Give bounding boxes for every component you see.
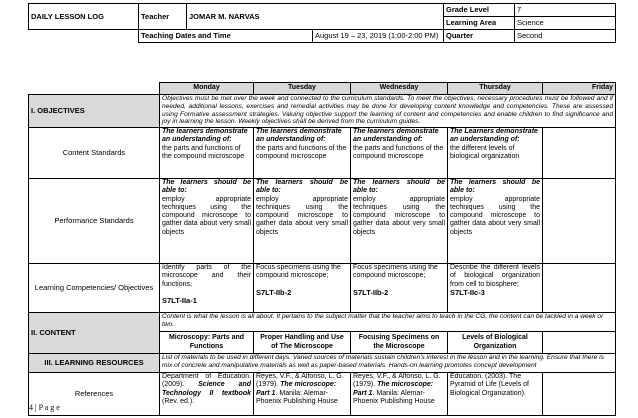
performance-standard-cell: [351, 179, 448, 264]
competency-body: Focus specimens using the compound microscope;: [256, 264, 341, 280]
header-table: [28, 3, 616, 43]
performance-standard-lead: The learners should be able to:: [162, 179, 251, 195]
objectives-text: Objectives must be met over the week and connected to the curriculum standards. To meet the objectives, necessary procedures must be followed and if needed, additional lessons, exercises and remedial activities may be done for developing content knowledge and competencies. These are assessed using Formative assessment strategies. Valuing objective support the learning of content and competencies and enable children to find significance and joy in learning the lesson. Weekly objectives shall be derived from the curriculum guides.: [160, 95, 616, 128]
content-topic: Focusing Specimens on the Microscope: [351, 332, 448, 354]
reference-cell: [160, 373, 254, 416]
competencies-label: Learning Competencies/ Objectives: [29, 264, 160, 313]
performance-standard-cell: [254, 179, 351, 264]
day-monday: Monday: [160, 83, 254, 95]
reference-cell: [351, 373, 448, 416]
grade-level-value: 7: [515, 4, 616, 17]
content-standard-body: the different levels of biological organization: [450, 144, 520, 160]
teacher-label: Teacher: [139, 4, 187, 30]
reference-text: . Manila: Alemar-Phoenix Publishing House: [256, 389, 338, 405]
reference-text: Department of Education. (2009).: [162, 373, 251, 389]
grade-level-label: Grade Level: [444, 4, 515, 17]
content-standard-lead: The learners demonstrate an understanding of:: [353, 128, 439, 144]
learning-area-label: Learning Area: [444, 17, 515, 30]
reference-cell: [254, 373, 351, 416]
teacher-name: JOMAR M. NARVAS: [187, 4, 444, 30]
competencies-row: [29, 264, 616, 313]
lesson-log-table: [28, 82, 616, 416]
content-standard-cell: [160, 128, 254, 179]
reference-text: Reyes, V.F., & Alfonso, L. G. (1979).: [353, 373, 441, 389]
content-standard-body: the parts and functions of the compound microscope: [162, 144, 245, 160]
dates-value: August 19 – 23, 2019 (1:00-2:00 PM): [313, 30, 444, 43]
performance-standard-body: employ appropriate techniques using the compound microscope to gather data about very small objects: [256, 195, 348, 236]
reference-title: Science and Technology II textbook: [162, 381, 251, 397]
competency-cell: [160, 264, 254, 313]
dates-label: Teaching Dates and Time: [139, 30, 313, 43]
competency-code: S7LT-IIb-2: [353, 287, 389, 297]
content-standard-lead: The Learners demonstrate an understanding of:: [450, 128, 538, 144]
performance-standard-cell: [160, 179, 254, 264]
content-label: II. CONTENT: [29, 313, 160, 354]
day-tuesday: Tuesday: [254, 83, 351, 95]
content-row: [29, 313, 616, 332]
reference-text: Reyes, V.F., & Alfonso, L. G. (1979).: [256, 373, 344, 389]
content-standard-cell: [448, 128, 543, 179]
content-standard-body: the parts and functions of the compound microscope: [256, 144, 347, 160]
competency-code: S7LT-IIb-2: [256, 287, 292, 297]
competency-code: S7LT-IIa-1: [162, 295, 197, 305]
quarter-value: Second: [515, 30, 616, 43]
quarter-label: Quarter: [444, 30, 515, 43]
content-standard-body: the parts and functions of the compound microscope: [353, 144, 444, 160]
day-thursday: Thursday: [448, 83, 543, 95]
content-text: Content is what the lesson is all about. It pertains to the subject matter that the teacher aims to teach in the CG, the content can be tackled in a week or two.: [160, 313, 616, 332]
performance-standard-cell: [448, 179, 543, 264]
objectives-label: I. OBJECTIVES: [29, 95, 160, 128]
content-standard-cell: [351, 128, 448, 179]
performance-standard-lead: The learners should be able to:: [256, 179, 348, 195]
page-footer: 4 | P a g e: [29, 403, 60, 412]
objectives-row: [29, 95, 616, 128]
performance-standard-lead: The learners should be able to:: [450, 179, 540, 195]
reference-cell: [448, 373, 543, 416]
content-standards-label: Content Standards: [29, 128, 160, 179]
references-row: [29, 373, 616, 416]
performance-standard-lead: The learners should be able to:: [353, 179, 445, 195]
reference-title: The microscope: Part 1: [256, 381, 337, 397]
learning-area-value: Science: [515, 17, 616, 30]
content-topic: Proper Handling and Use of The Microscope: [254, 332, 351, 354]
competency-cell: [254, 264, 351, 313]
reference-text: . Manila: Alemar-Phoenix Publishing House: [353, 389, 435, 405]
day-wednesday: Wednesday: [351, 83, 448, 95]
content-standard-lead: The learners demonstrate an understanding of:: [256, 128, 342, 144]
day-header-row: [29, 83, 616, 95]
reference-title: The microscope: Part 1: [353, 381, 434, 397]
content-standard-cell: [254, 128, 351, 179]
reference-text: Education. (2003). The Pyramid of Life (Levels of Biological Organization).: [450, 373, 529, 397]
performance-standards-label: Performance Standards: [29, 179, 160, 264]
performance-standards-row: [29, 179, 616, 264]
log-title: DAILY LESSON LOG: [29, 4, 139, 30]
performance-standard-body: employ appropriate techniques using the compound microscope to gather data about very small objects: [450, 195, 540, 236]
content-standard-lead: The learners demonstrate an understanding of:: [162, 128, 248, 144]
competency-body: Describe the different levels of biological organization from cell to biosphere;: [450, 264, 540, 288]
references-label: References: [29, 373, 160, 416]
reference-text: (Rev. ed.).: [162, 397, 195, 405]
resources-text: List of materials to be used in different days. Varied sources of materials sustain children's interest in the lesson and in the learning. Ensure that there is mix of concrete and manipulative materials as well as paper-based materials. Hands-on learning promotes concept development: [160, 354, 616, 373]
resources-row: [29, 354, 616, 373]
competency-code: S7LT-IIc-3: [450, 287, 485, 297]
content-topic: Microscopy: Parts and Functions: [160, 332, 254, 354]
competency-body: Focus specimens using the compound microscope;: [353, 264, 438, 280]
competency-cell: [351, 264, 448, 313]
day-friday: Friday: [543, 83, 616, 95]
performance-standard-body: employ appropriate techniques using the compound microscope to gather data about very small objects: [162, 195, 251, 236]
performance-standard-body: employ appropriate techniques using the compound microscope to gather data about very small objects: [353, 195, 445, 236]
content-topic: Levels of Biological Organization: [448, 332, 543, 354]
competency-body: Identify parts of the microscope and their functions;: [162, 264, 251, 288]
competency-cell: [448, 264, 543, 313]
resources-label: III. LEARNING RESOURCES: [29, 354, 160, 373]
content-standards-row: [29, 128, 616, 179]
